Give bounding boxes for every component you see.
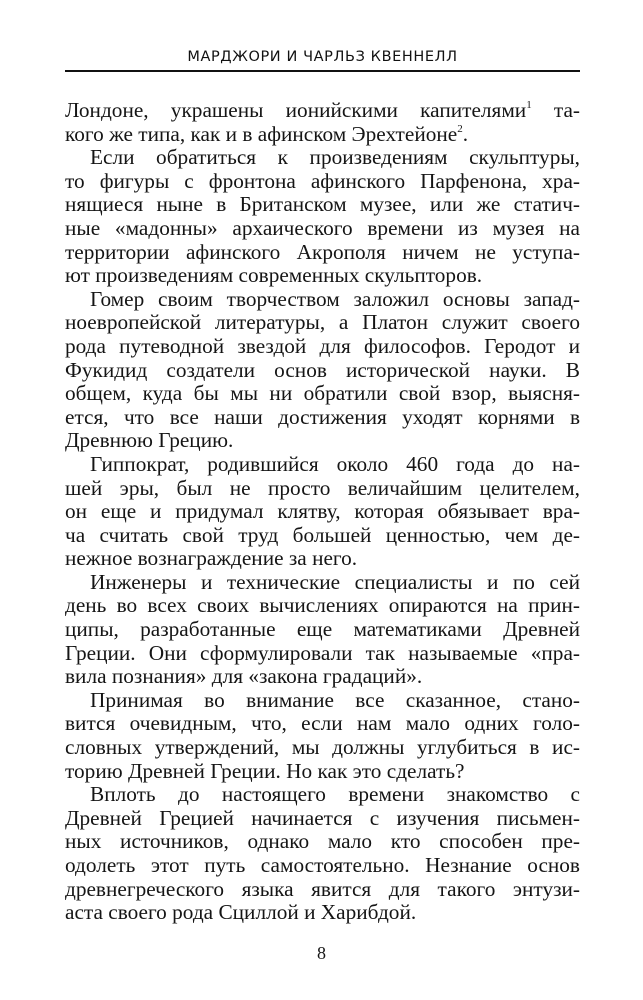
paragraph [65,146,580,288]
page-number: 8 [317,943,326,963]
text-line: Принимая во внимание все сказанное, стано- [90,687,580,712]
text-line: ноевропейской литературы, а Платон служит своего [65,310,580,335]
text-line: словных утверждений, мы должны углубиться в ис- [65,735,580,760]
running-head-title: МАРДЖОРИ И ЧАРЛЬЗ КВЕННЕЛЛ [187,49,458,65]
text-line: он еще и придумал клятву, которая обязывает вра- [65,499,580,524]
header-rule [65,70,580,72]
paragraph [65,571,580,689]
text-line: вится очевидным, что, если нам мало одних голо- [65,711,580,736]
text-line: ча считать свой труд большей ценностью, чем де- [65,522,580,547]
paragraph [65,689,580,783]
text-line: Фукидид создатели основ исторической науки. В [65,357,580,382]
text-line: Древнюю Грецию. [65,428,234,453]
text-line: Если обратиться к произведениям скульптуры, [90,145,580,170]
paragraph [65,783,580,925]
footnote-marker[interactable]: 2 [457,122,463,135]
text-line: вила познания» для «закона градаций». [65,664,423,689]
text-line: одолеть этот путь самостоятельно. Незнание основ [65,853,580,877]
text-line: ют произведениям современных скульпторов. [65,263,483,288]
text-line: ципы, разработанные еще математиками Древней [65,617,580,642]
text-line: рода путеводной звездой для философов. Геродот и [65,333,580,358]
line-text: Лондоне, украшены ионийскими капителями [65,98,527,122]
text-line: Греции. Они сформулировали так называемые «пра- [65,640,580,665]
body-text [65,99,580,925]
text-line: нежное вознаграждение за него. [65,546,358,571]
text-line: торию Древней Греции. Но как это сделать? [65,758,465,783]
text-line: Инженеры и технические специалисты и по сей [90,569,580,594]
text-line: ется, что все наши достижения уходят корнями в [65,404,580,429]
paragraph [65,453,580,571]
text-line: Гомер своим творчеством заложил основы запад- [90,286,580,311]
text-line: ные «мадонны» архаического времени из музея на [65,215,580,240]
text-line: шей эры, был не просто величайшим целителем, [65,475,580,500]
paragraph [65,99,580,146]
line-text: кого же типа, как и в афинском Эрехтейоне [65,121,458,146]
text-line: ных источников, однако мало кто способен пре- [65,829,580,854]
line-text: та- [531,98,581,122]
text-line [65,123,580,147]
paragraph [65,288,580,453]
text-line: то фигуры с фронтона афинского Парфенона, хра- [65,168,580,193]
text-line: нящиеся ныне в Британском музее, или же статич- [65,192,580,217]
text-line: аста своего рода Сциллой и Харибдой. [65,900,417,925]
text-line: Гиппократ, родившийся около 460 года до на- [90,451,580,476]
text-line: древнегреческого языка явится для такого энтузи- [65,876,580,901]
text-line: общем, куда бы мы ни обратили свой взор, выясня- [65,381,580,406]
footnote-marker[interactable]: 1 [526,99,532,111]
text-line: Древней Грецией начинается с изучения письмен- [65,805,580,830]
text-line [65,99,580,123]
line-text: . [462,121,469,146]
text-line: территории афинского Акрополя ничем не уступа- [65,239,580,264]
text-line: Вплоть до настоящего времени знакомство с [90,782,580,807]
text-line: день во всех своих вычислениях опираются на прин- [65,593,580,618]
